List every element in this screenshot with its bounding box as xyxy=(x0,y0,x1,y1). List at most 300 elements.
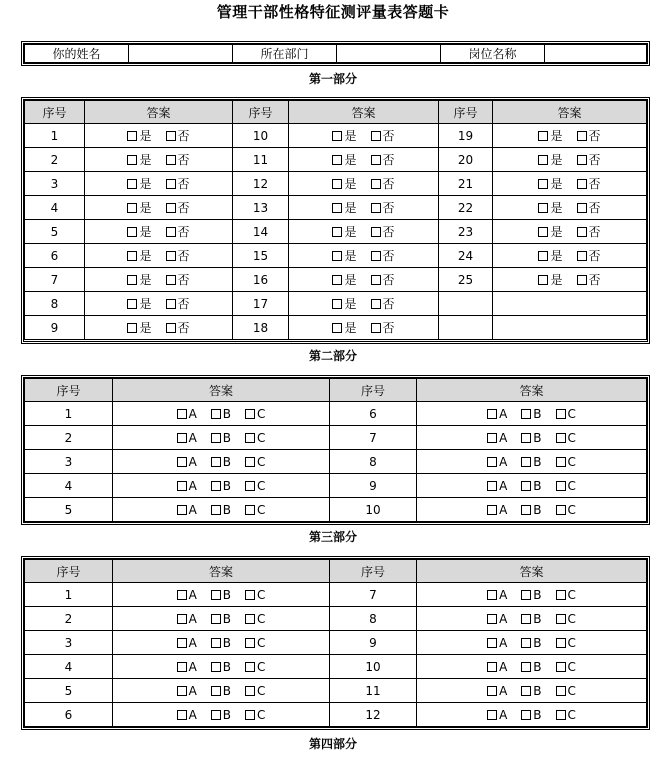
checkbox-icon[interactable] xyxy=(332,203,342,213)
question-number: 12 xyxy=(233,172,289,196)
checkbox-icon[interactable] xyxy=(487,638,497,648)
question-number: 9 xyxy=(25,316,85,340)
answer-option[interactable] xyxy=(166,295,190,312)
checkbox-icon[interactable] xyxy=(211,457,221,467)
answer-option[interactable] xyxy=(538,151,562,168)
answer-option[interactable] xyxy=(211,455,231,469)
answer-option[interactable] xyxy=(556,407,576,421)
checkbox-icon[interactable] xyxy=(127,203,137,213)
checkbox-icon[interactable] xyxy=(521,662,531,672)
checkbox-icon[interactable] xyxy=(166,203,176,213)
answer-option[interactable] xyxy=(211,588,231,602)
checkbox-icon[interactable] xyxy=(556,457,566,467)
checkbox-icon[interactable] xyxy=(211,590,221,600)
checkbox-icon[interactable] xyxy=(332,155,342,165)
checkbox-icon[interactable] xyxy=(487,590,497,600)
option-label: 否 xyxy=(177,153,190,167)
checkbox-icon[interactable] xyxy=(371,299,381,309)
answer-option[interactable] xyxy=(487,503,507,517)
answer-option[interactable] xyxy=(556,636,576,650)
checkbox-icon[interactable] xyxy=(487,457,497,467)
option-label: 否 xyxy=(177,297,190,311)
checkbox-icon[interactable] xyxy=(487,614,497,624)
answer-option[interactable] xyxy=(245,431,265,445)
answer-option[interactable] xyxy=(577,247,601,264)
answer-option[interactable] xyxy=(166,175,190,192)
question-number: 2 xyxy=(25,148,85,172)
checkbox-icon[interactable] xyxy=(211,614,221,624)
answer-option[interactable] xyxy=(177,708,197,722)
answer-option[interactable] xyxy=(487,708,507,722)
checkbox-icon[interactable] xyxy=(521,686,531,696)
option-label: B xyxy=(533,430,542,445)
answer-option[interactable] xyxy=(245,588,265,602)
answer-option[interactable] xyxy=(521,684,541,698)
answer-cell xyxy=(493,148,647,172)
option-label: 否 xyxy=(588,153,601,167)
answer-option[interactable] xyxy=(556,708,576,722)
answer-option[interactable] xyxy=(166,271,190,288)
answer-option[interactable] xyxy=(177,479,197,493)
checkbox-icon[interactable] xyxy=(245,481,255,491)
answer-option[interactable] xyxy=(538,247,562,264)
answer-option[interactable] xyxy=(371,247,395,264)
answer-option[interactable] xyxy=(538,271,562,288)
option-label: A xyxy=(188,659,197,674)
checkbox-icon[interactable] xyxy=(211,710,221,720)
answer-option[interactable] xyxy=(332,151,356,168)
checkbox-icon[interactable] xyxy=(332,299,342,309)
answer-option[interactable] xyxy=(371,271,395,288)
answer-option[interactable] xyxy=(211,636,231,650)
checkbox-icon[interactable] xyxy=(556,662,566,672)
checkbox-icon[interactable] xyxy=(127,179,137,189)
answer-option[interactable] xyxy=(487,588,507,602)
checkbox-icon[interactable] xyxy=(556,590,566,600)
checkbox-icon[interactable] xyxy=(166,323,176,333)
checkbox-icon[interactable] xyxy=(521,433,531,443)
answer-option[interactable] xyxy=(177,660,197,674)
checkbox-icon[interactable] xyxy=(211,662,221,672)
answer-option[interactable] xyxy=(556,503,576,517)
checkbox-icon[interactable] xyxy=(332,251,342,261)
checkbox-icon[interactable] xyxy=(166,299,176,309)
checkbox-icon[interactable] xyxy=(556,409,566,419)
answer-option[interactable] xyxy=(556,588,576,602)
answer-option[interactable] xyxy=(127,175,151,192)
checkbox-icon[interactable] xyxy=(245,409,255,419)
checkbox-icon[interactable] xyxy=(521,481,531,491)
option-label: 否 xyxy=(588,225,601,239)
checkbox-icon[interactable] xyxy=(556,710,566,720)
section-title-1: 第一部分 xyxy=(308,72,357,86)
header-seq: 序号 xyxy=(233,101,289,124)
answer-cell xyxy=(85,172,233,196)
answer-option[interactable] xyxy=(127,319,151,336)
checkbox-icon[interactable] xyxy=(177,481,187,491)
answer-option[interactable] xyxy=(332,319,356,336)
answer-option[interactable] xyxy=(556,455,576,469)
table-row xyxy=(25,268,647,292)
answer-option[interactable] xyxy=(521,708,541,722)
option-label: A xyxy=(499,502,508,517)
answer-option[interactable] xyxy=(538,127,562,144)
answer-option[interactable] xyxy=(211,503,231,517)
answer-option[interactable] xyxy=(487,407,507,421)
checkbox-icon[interactable] xyxy=(577,179,587,189)
option-label: C xyxy=(257,587,266,602)
checkbox-icon[interactable] xyxy=(177,686,187,696)
checkbox-icon[interactable] xyxy=(556,481,566,491)
checkbox-icon[interactable] xyxy=(371,227,381,237)
checkbox-icon[interactable] xyxy=(166,131,176,141)
answer-cell xyxy=(85,316,233,340)
checkbox-icon[interactable] xyxy=(577,227,587,237)
option-label: 否 xyxy=(382,273,395,287)
checkbox-icon[interactable] xyxy=(127,155,137,165)
answer-option[interactable] xyxy=(521,636,541,650)
option-label: 否 xyxy=(177,177,190,191)
checkbox-icon[interactable] xyxy=(577,275,587,285)
answer-option[interactable] xyxy=(577,175,601,192)
checkbox-icon[interactable] xyxy=(177,457,187,467)
checkbox-icon[interactable] xyxy=(127,131,137,141)
answer-option[interactable] xyxy=(556,684,576,698)
answer-option[interactable] xyxy=(521,407,541,421)
answer-option[interactable] xyxy=(211,479,231,493)
answer-option[interactable] xyxy=(245,708,265,722)
checkbox-icon[interactable] xyxy=(538,203,548,213)
question-number: 2 xyxy=(25,607,113,631)
checkbox-icon[interactable] xyxy=(245,686,255,696)
checkbox-icon[interactable] xyxy=(332,323,342,333)
answer-option[interactable] xyxy=(521,503,541,517)
answer-cell xyxy=(417,450,647,474)
checkbox-icon[interactable] xyxy=(211,638,221,648)
answer-cell xyxy=(417,583,647,607)
answer-option[interactable] xyxy=(177,455,197,469)
checkbox-icon[interactable] xyxy=(166,275,176,285)
answer-option[interactable] xyxy=(556,612,576,626)
checkbox-icon[interactable] xyxy=(245,590,255,600)
checkbox-icon[interactable] xyxy=(211,409,221,419)
answer-option[interactable] xyxy=(332,127,356,144)
answer-option[interactable] xyxy=(127,223,151,240)
checkbox-icon[interactable] xyxy=(177,710,187,720)
answer-option[interactable] xyxy=(556,479,576,493)
option-label: C xyxy=(567,406,576,421)
option-label: C xyxy=(567,454,576,469)
checkbox-icon[interactable] xyxy=(245,505,255,515)
answer-option[interactable] xyxy=(166,319,190,336)
answer-option[interactable] xyxy=(211,684,231,698)
answer-option[interactable] xyxy=(245,455,265,469)
checkbox-icon[interactable] xyxy=(521,710,531,720)
answer-option[interactable] xyxy=(577,199,601,216)
answer-option[interactable] xyxy=(577,271,601,288)
answer-cell xyxy=(113,607,330,631)
answer-option[interactable] xyxy=(177,431,197,445)
checkbox-icon[interactable] xyxy=(211,481,221,491)
answer-cell xyxy=(493,172,647,196)
answer-option[interactable] xyxy=(211,431,231,445)
checkbox-icon[interactable] xyxy=(538,155,548,165)
question-number: 7 xyxy=(330,583,417,607)
answer-option[interactable] xyxy=(127,295,151,312)
checkbox-icon[interactable] xyxy=(487,481,497,491)
answer-option[interactable] xyxy=(166,247,190,264)
checkbox-icon[interactable] xyxy=(371,251,381,261)
answer-option[interactable] xyxy=(487,431,507,445)
question-number: 4 xyxy=(25,474,113,498)
answer-cell xyxy=(85,268,233,292)
checkbox-icon[interactable] xyxy=(556,614,566,624)
answer-option[interactable] xyxy=(211,407,231,421)
checkbox-icon[interactable] xyxy=(577,251,587,261)
checkbox-icon[interactable] xyxy=(245,662,255,672)
checkbox-icon[interactable] xyxy=(521,505,531,515)
answer-option[interactable] xyxy=(577,127,601,144)
question-number: 22 xyxy=(439,196,493,220)
dept-field[interactable] xyxy=(337,45,441,63)
checkbox-icon[interactable] xyxy=(177,409,187,419)
answer-option[interactable] xyxy=(177,612,197,626)
answer-option[interactable] xyxy=(538,223,562,240)
post-field[interactable] xyxy=(545,45,647,63)
checkbox-icon[interactable] xyxy=(127,323,137,333)
answer-option[interactable] xyxy=(166,223,190,240)
checkbox-icon[interactable] xyxy=(577,203,587,213)
checkbox-icon[interactable] xyxy=(177,433,187,443)
checkbox-icon[interactable] xyxy=(211,686,221,696)
table-row xyxy=(25,450,647,474)
checkbox-icon[interactable] xyxy=(245,433,255,443)
answer-option[interactable] xyxy=(332,199,356,216)
answer-option[interactable] xyxy=(487,684,507,698)
answer-option[interactable] xyxy=(245,636,265,650)
answer-option[interactable] xyxy=(371,127,395,144)
checkbox-icon[interactable] xyxy=(487,686,497,696)
checkbox-icon[interactable] xyxy=(521,590,531,600)
checkbox-icon[interactable] xyxy=(127,251,137,261)
checkbox-icon[interactable] xyxy=(166,251,176,261)
answer-cell xyxy=(289,124,439,148)
answer-option[interactable] xyxy=(487,636,507,650)
option-label: 否 xyxy=(382,129,395,143)
checkbox-icon[interactable] xyxy=(166,179,176,189)
answer-option[interactable] xyxy=(487,479,507,493)
answer-option[interactable] xyxy=(521,455,541,469)
checkbox-icon[interactable] xyxy=(538,275,548,285)
option-label: C xyxy=(257,635,266,650)
answer-option[interactable] xyxy=(332,175,356,192)
answer-option[interactable] xyxy=(521,479,541,493)
header-row xyxy=(25,101,647,124)
question-number: 11 xyxy=(233,148,289,172)
answer-option[interactable] xyxy=(245,684,265,698)
empty-cell xyxy=(439,316,493,340)
answer-option[interactable] xyxy=(127,127,151,144)
answer-option[interactable] xyxy=(245,612,265,626)
name-field[interactable] xyxy=(129,45,233,63)
answer-option[interactable] xyxy=(521,588,541,602)
checkbox-icon[interactable] xyxy=(245,710,255,720)
answer-option[interactable] xyxy=(371,295,395,312)
answer-option[interactable] xyxy=(332,271,356,288)
checkbox-icon[interactable] xyxy=(371,203,381,213)
option-label: B xyxy=(222,430,232,445)
answer-option[interactable] xyxy=(577,151,601,168)
answer-option[interactable] xyxy=(211,660,231,674)
answer-option[interactable] xyxy=(127,271,151,288)
table-row xyxy=(25,607,647,631)
answer-cell xyxy=(493,268,647,292)
checkbox-icon[interactable] xyxy=(332,179,342,189)
checkbox-icon[interactable] xyxy=(177,662,187,672)
checkbox-icon[interactable] xyxy=(487,409,497,419)
checkbox-icon[interactable] xyxy=(127,275,137,285)
checkbox-icon[interactable] xyxy=(521,614,531,624)
checkbox-icon[interactable] xyxy=(177,638,187,648)
answer-option[interactable] xyxy=(487,612,507,626)
header-answer: 答案 xyxy=(417,560,647,583)
option-label: 是 xyxy=(139,153,152,167)
answer-option[interactable] xyxy=(127,199,151,216)
checkbox-icon[interactable] xyxy=(166,227,176,237)
checkbox-icon[interactable] xyxy=(371,179,381,189)
answer-option[interactable] xyxy=(166,127,190,144)
answer-option[interactable] xyxy=(211,612,231,626)
option-label: B xyxy=(533,683,542,698)
answer-option[interactable] xyxy=(177,684,197,698)
answer-option[interactable] xyxy=(371,223,395,240)
answer-option[interactable] xyxy=(332,223,356,240)
empty-cell xyxy=(493,316,647,340)
checkbox-icon[interactable] xyxy=(211,505,221,515)
answer-option[interactable] xyxy=(538,199,562,216)
answer-option[interactable] xyxy=(371,175,395,192)
answer-option[interactable] xyxy=(332,247,356,264)
header-seq: 序号 xyxy=(25,560,113,583)
answer-option[interactable] xyxy=(177,636,197,650)
checkbox-icon[interactable] xyxy=(538,179,548,189)
answer-option[interactable] xyxy=(127,247,151,264)
option-label: A xyxy=(499,406,508,421)
option-label: A xyxy=(499,659,508,674)
answer-option[interactable] xyxy=(371,151,395,168)
question-number: 5 xyxy=(25,679,113,703)
checkbox-icon[interactable] xyxy=(332,131,342,141)
answer-option[interactable] xyxy=(556,431,576,445)
checkbox-icon[interactable] xyxy=(166,155,176,165)
checkbox-icon[interactable] xyxy=(521,638,531,648)
checkbox-icon[interactable] xyxy=(487,710,497,720)
checkbox-icon[interactable] xyxy=(177,505,187,515)
answer-option[interactable] xyxy=(245,479,265,493)
checkbox-icon[interactable] xyxy=(556,505,566,515)
answer-option[interactable] xyxy=(166,151,190,168)
answer-cell xyxy=(85,292,233,316)
checkbox-icon[interactable] xyxy=(245,638,255,648)
answer-option[interactable] xyxy=(538,175,562,192)
answer-option[interactable] xyxy=(371,199,395,216)
checkbox-icon[interactable] xyxy=(487,662,497,672)
answer-option[interactable] xyxy=(487,455,507,469)
checkbox-icon[interactable] xyxy=(371,155,381,165)
answer-option[interactable] xyxy=(332,295,356,312)
answer-option[interactable] xyxy=(371,319,395,336)
header-answer: 答案 xyxy=(289,101,439,124)
checkbox-icon[interactable] xyxy=(538,227,548,237)
checkbox-icon[interactable] xyxy=(332,227,342,237)
checkbox-icon[interactable] xyxy=(538,131,548,141)
checkbox-icon[interactable] xyxy=(577,155,587,165)
checkbox-icon[interactable] xyxy=(538,251,548,261)
answer-option[interactable] xyxy=(177,503,197,517)
checkbox-icon[interactable] xyxy=(332,275,342,285)
answer-option[interactable] xyxy=(245,503,265,517)
checkbox-icon[interactable] xyxy=(371,131,381,141)
answer-option[interactable] xyxy=(521,612,541,626)
question-number: 7 xyxy=(25,268,85,292)
question-number: 1 xyxy=(25,124,85,148)
answer-option[interactable] xyxy=(166,199,190,216)
answer-option[interactable] xyxy=(127,151,151,168)
answer-cell xyxy=(417,655,647,679)
section-title-2: 第二部分 xyxy=(308,349,357,363)
checkbox-icon[interactable] xyxy=(177,590,187,600)
answer-option[interactable] xyxy=(245,407,265,421)
question-number: 8 xyxy=(330,450,417,474)
answer-cell xyxy=(417,631,647,655)
answer-option[interactable] xyxy=(487,660,507,674)
checkbox-icon[interactable] xyxy=(127,299,137,309)
checkbox-icon[interactable] xyxy=(211,433,221,443)
answer-option[interactable] xyxy=(177,407,197,421)
checkbox-icon[interactable] xyxy=(127,227,137,237)
checkbox-icon[interactable] xyxy=(245,614,255,624)
checkbox-icon[interactable] xyxy=(487,433,497,443)
checkbox-icon[interactable] xyxy=(556,638,566,648)
answer-option[interactable] xyxy=(521,431,541,445)
option-label: A xyxy=(499,454,508,469)
option-label: A xyxy=(188,430,197,445)
option-label: 是 xyxy=(550,273,563,287)
question-number: 23 xyxy=(439,220,493,244)
checkbox-icon[interactable] xyxy=(577,131,587,141)
answer-option[interactable] xyxy=(177,588,197,602)
answer-option[interactable] xyxy=(521,660,541,674)
checkbox-icon[interactable] xyxy=(245,457,255,467)
checkbox-icon[interactable] xyxy=(521,457,531,467)
answer-option[interactable] xyxy=(556,660,576,674)
checkbox-icon[interactable] xyxy=(487,505,497,515)
answer-cell xyxy=(417,498,647,522)
answer-option[interactable] xyxy=(245,660,265,674)
checkbox-icon[interactable] xyxy=(177,614,187,624)
answer-option[interactable] xyxy=(211,708,231,722)
checkbox-icon[interactable] xyxy=(556,433,566,443)
answer-option[interactable] xyxy=(577,223,601,240)
checkbox-icon[interactable] xyxy=(371,275,381,285)
checkbox-icon[interactable] xyxy=(556,686,566,696)
checkbox-icon[interactable] xyxy=(371,323,381,333)
checkbox-icon[interactable] xyxy=(521,409,531,419)
question-number: 1 xyxy=(25,583,113,607)
option-label: C xyxy=(257,659,266,674)
option-label: C xyxy=(257,478,266,493)
option-label: A xyxy=(499,587,508,602)
